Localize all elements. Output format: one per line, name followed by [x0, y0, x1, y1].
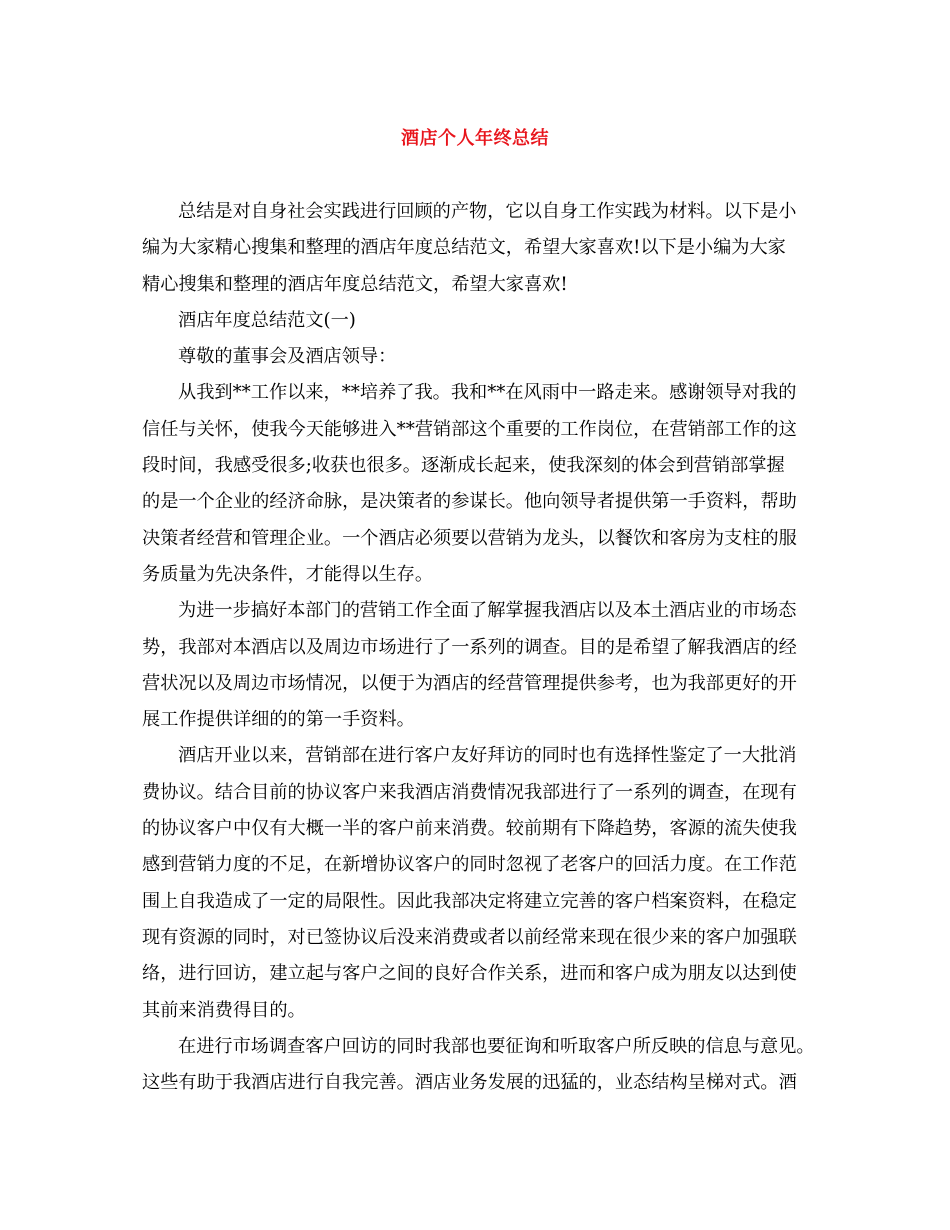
text-line: 总结是对自身社会实践进行回顾的产物，它以自身工作实践为材料。以下是小 — [178, 201, 797, 222]
text-line: 编为大家精心搜集和整理的酒店年度总结范文，希望大家喜欢!以下是小编为大家 — [142, 237, 786, 259]
document-body — [142, 194, 832, 1101]
text-line: 精心搜集和整理的酒店年度总结范文，希望大家喜欢! — [142, 273, 568, 295]
text-line: 在进行市场调查客户回访的同时我部也要征询和听取客户所反映的信息与意见。 — [178, 1035, 815, 1057]
text-line: 段时间，我感受很多;收获也很多。逐渐成长起来，使我深刻的体会到营销部掌握 — [142, 455, 785, 477]
text-line: 势，我部对本酒店以及周边市场进行了一系列的调查。目的是希望了解我酒店的经 — [142, 636, 797, 658]
text-line: 围上自我造成了一定的局限性。因此我部决定将建立完善的客户档案资料，在稳定 — [142, 890, 797, 912]
text-line: 展工作提供详细的的第一手资料。 — [142, 709, 415, 731]
text-line: 从我到**工作以来，**培养了我。我和**在风雨中一路走来。感谢领导对我的 — [178, 382, 797, 404]
text-line: 现有资源的同时，对已签协议后没来消费或者以前经常来现在很少来的客户加强联 — [142, 926, 797, 948]
text-line: 络，进行回访，建立起与客户之间的良好合作关系，进而和客户成为朋友以达到使 — [142, 963, 797, 985]
text-line: 为进一步搞好本部门的营销工作全面了解掌握我酒店以及本土酒店业的市场态 — [178, 600, 797, 622]
document-title: 酒店个人年终总结 — [401, 128, 549, 149]
text-line: 营状况以及周边市场情况，以便于为酒店的经营管理提供参考，也为我部更好的开 — [142, 672, 797, 694]
text-line: 的协议客户中仅有大概一半的客户前来消费。较前期有下降趋势，客源的流失使我 — [142, 818, 797, 840]
text-line: 务质量为先决条件，才能得以生存。 — [142, 563, 434, 585]
text-line: 酒店年度总结范文(一) — [178, 309, 356, 331]
text-line: 其前来消费得目的。 — [142, 999, 306, 1021]
text-line: 费协议。结合目前的协议客户来我酒店消费情况我部进行了一系列的调查，在现有 — [142, 781, 797, 803]
text-line: 信任与关怀，使我今天能够进入**营销部这个重要的工作岗位，在营销部工作的这 — [142, 418, 797, 440]
text-line: 这些有助于我酒店进行自我完善。酒店业务发展的迅猛的，业态结构呈梯对式。酒 — [142, 1072, 797, 1094]
text-line: 决策者经营和管理企业。一个酒店必须要以营销为龙头，以餐饮和客房为支柱的服 — [142, 527, 797, 549]
text-line: 感到营销力度的不足，在新增协议客户的同时忽视了老客户的回活力度。在工作范 — [142, 854, 797, 876]
text-line: 的是一个企业的经济命脉，是决策者的参谋长。他向领导者提供第一手资料，帮助 — [142, 491, 797, 513]
text-line: 尊敬的董事会及酒店领导： — [178, 346, 397, 368]
text-line: 酒店开业以来，营销部在进行客户友好拜访的同时也有选择性鉴定了一大批消 — [178, 745, 797, 767]
